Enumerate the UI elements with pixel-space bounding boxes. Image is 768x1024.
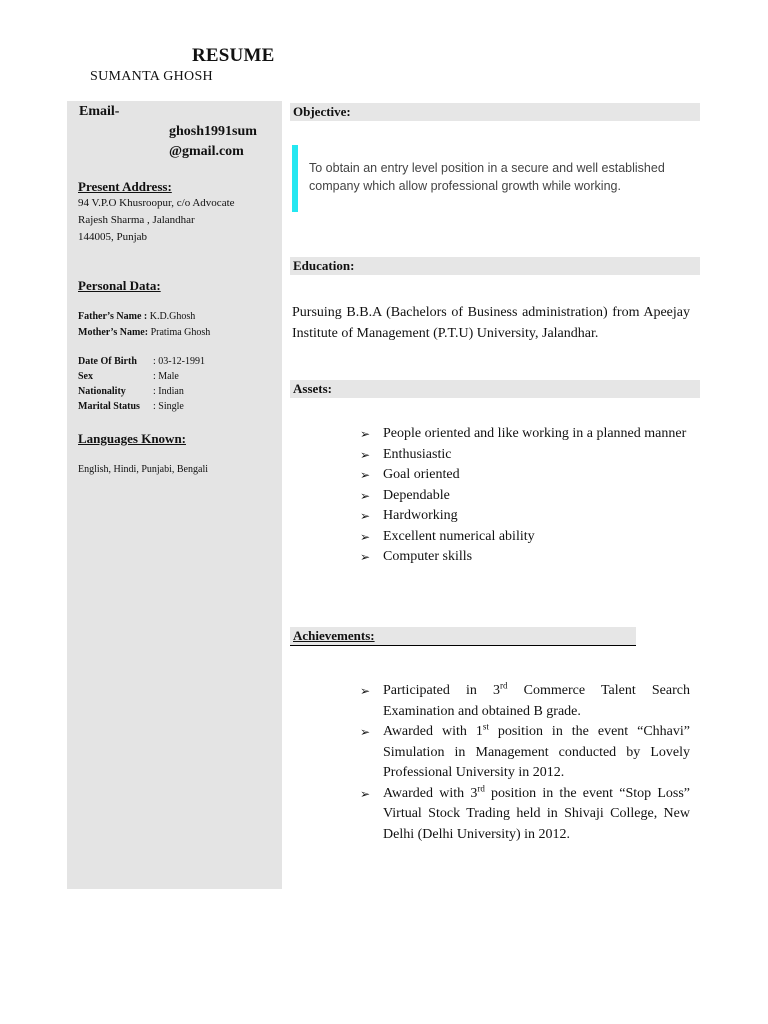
objective-heading: Objective: [293, 104, 351, 119]
list-item [360, 465, 690, 486]
candidate-name: SUMANTA GHOSH [90, 69, 213, 84]
personal-data-heading: Personal Data: [78, 278, 161, 293]
list-item [360, 527, 690, 548]
list-item [360, 424, 690, 445]
achievements-heading: Achievements: [293, 628, 375, 643]
email-value-line1: ghosh1991sum [169, 124, 257, 139]
marital-status-label: Marital Status [78, 401, 140, 412]
languages-value: English, Hindi, Punjabi, Bengali [78, 464, 208, 475]
email-label: Email- [79, 104, 120, 119]
education-heading-bar [290, 257, 700, 275]
list-item [360, 506, 690, 527]
ordinal-suffix: rd [477, 782, 485, 793]
assets-heading: Assets: [293, 381, 332, 396]
resume-title: RESUME [192, 45, 275, 66]
nationality-value: : Indian [153, 386, 184, 397]
arrow-bullet-icon: ➢ [360, 488, 371, 503]
father-name-value: K.D.Ghosh [147, 311, 196, 322]
list-item [360, 722, 690, 784]
marital-status-value: : Single [153, 401, 184, 412]
ordinal-suffix: st [482, 721, 489, 732]
arrow-bullet-icon: ➢ [360, 786, 371, 801]
address-line: 144005, Punjab [78, 231, 148, 243]
asset-text: Enthusiastic [383, 446, 452, 462]
ordinal-suffix: rd [500, 680, 508, 691]
asset-text: Goal oriented [383, 467, 460, 482]
achievements-heading-bar [290, 627, 636, 646]
objective-heading-bar [290, 103, 700, 121]
asset-text: Excellent numerical ability [383, 528, 535, 544]
asset-text: Hardworking [383, 508, 458, 523]
education-heading: Education: [293, 258, 355, 273]
sidebar-panel [67, 101, 282, 889]
asset-text: Computer skills [383, 549, 473, 564]
arrow-bullet-icon: ➢ [360, 529, 371, 544]
asset-text: Dependable [383, 487, 450, 503]
arrow-bullet-icon: ➢ [360, 550, 371, 564]
mother-name-value: Pratima Ghosh [148, 327, 211, 338]
dob-value: : 03-12-1991 [153, 356, 205, 367]
achievements-list [360, 681, 690, 845]
list-item [360, 784, 690, 846]
mother-name-row [78, 327, 210, 338]
list-item [360, 681, 690, 722]
sex-label: Sex [78, 371, 93, 382]
achievement-text: Awarded with 1 [383, 724, 483, 739]
asset-text: People oriented and like working in a planned manner [383, 426, 687, 441]
list-item [360, 486, 690, 507]
languages-heading: Languages Known: [78, 431, 186, 446]
assets-heading-bar [290, 380, 700, 398]
list-item [360, 445, 690, 466]
objective-accent-bar [292, 145, 298, 212]
email-value-line2: @gmail.com [169, 144, 244, 159]
achievement-text: Commerce Talent Search Examination and obtained B grade. [383, 683, 690, 719]
father-name-label: Father’s Name : [78, 311, 148, 322]
education-text: Pursuing B.B.A (Bachelors of Business administration) from Apeejay Institute of Management (P.T.U) University, Jalandhar. [292, 305, 690, 341]
arrow-bullet-icon: ➢ [360, 725, 371, 739]
dob-label: Date Of Birth [78, 356, 137, 367]
arrow-bullet-icon: ➢ [360, 684, 371, 698]
achievement-text: Participated in 3 [383, 683, 501, 698]
address-line: 94 V.P.O Khusroopur, c/o Advocate [78, 197, 235, 209]
objective-text: To obtain an entry level position in a secure and well established company which allow professional growth while working. [309, 161, 665, 193]
present-address-heading: Present Address: [78, 179, 172, 194]
assets-list [360, 424, 690, 568]
achievement-text: position in the event “Stop Loss” Virtual Stock Trading held in Shivaji College, New Delhi (Delhi University) in 2012. [383, 785, 691, 842]
arrow-bullet-icon: ➢ [360, 447, 371, 462]
address-line: Rajesh Sharma , Jalandhar [78, 214, 195, 226]
father-name-row [78, 311, 195, 322]
arrow-bullet-icon: ➢ [360, 427, 371, 441]
list-item [360, 547, 690, 568]
achievement-text: Awarded with 3 [383, 785, 478, 801]
sex-value: : Male [153, 371, 179, 382]
achievement-text: position in the event “Chhavi” Simulation in Management conducted by Lovely Professional University in 2012. [383, 724, 691, 780]
mother-name-label: Mother’s Name: [78, 327, 149, 338]
arrow-bullet-icon: ➢ [360, 468, 371, 482]
nationality-label: Nationality [78, 386, 126, 397]
arrow-bullet-icon: ➢ [360, 509, 371, 523]
